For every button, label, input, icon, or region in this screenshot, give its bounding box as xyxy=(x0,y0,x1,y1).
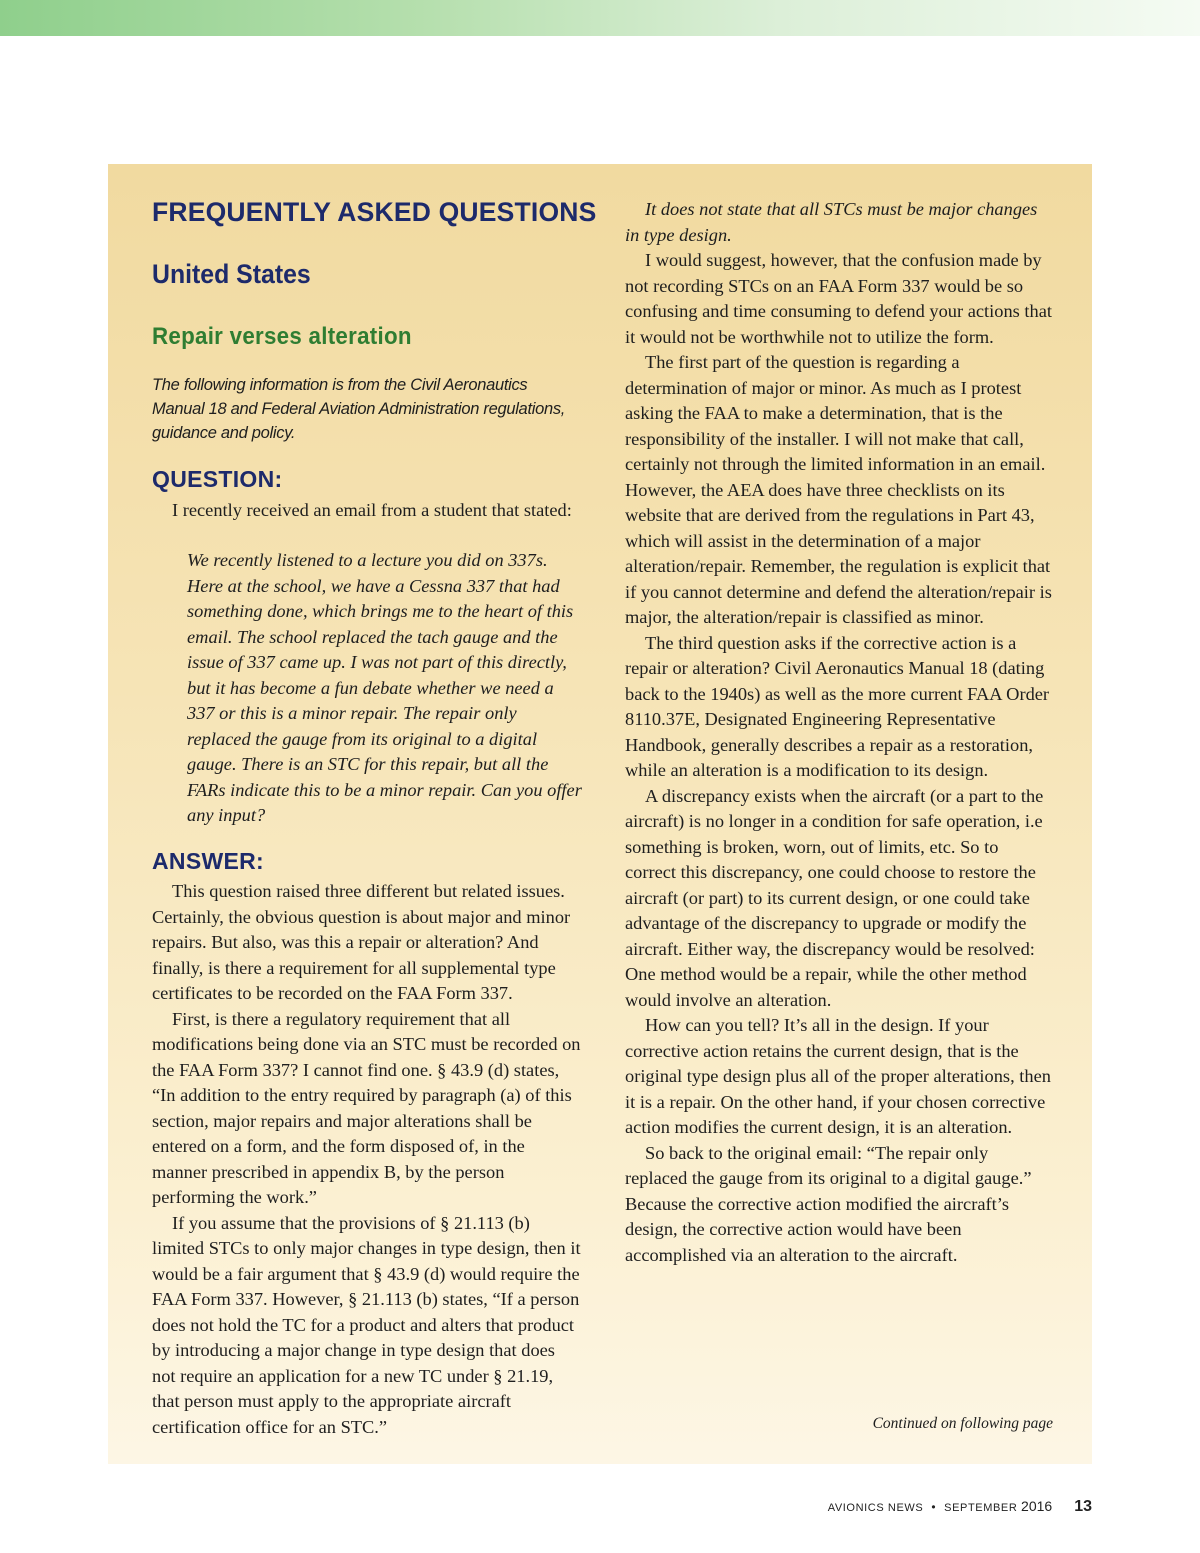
answer-heading: ANSWER: xyxy=(152,848,264,874)
publication-name: AVIONICS NEWS xyxy=(827,1502,924,1514)
answer-paragraph: This question raised three different but related issues. Certainly, the obvious question is about major and minor repairs. But also, was this a repair or alteration? And finally, is there a requirement for all supplemental type certificates to be recorded on the FAA Form 337. xyxy=(152,881,571,1003)
question-quote: We recently listened to a lecture you did on 337s. Here at the school, we have a Cessna 337 that had something done, which brings me to the heart of this email. The school replaced the tach gauge and the issue of 337 came up. I was not part of this directly, but it has become a fun debate whether we need a 337 or this is a minor repair. The repair only replaced the gauge from its original to a digital gauge. There is an STC for this repair, but all the FARs indicate this to be a minor repair. Can you offer any input? xyxy=(187,550,582,825)
answer-paragraph: First, is there a regulatory requirement that all modifications being done via an STC must be recorded on the FAA Form 337? I cannot find one. § 43.9 (d) states, “In addition to the entry required by paragraph (a) of this section, major repairs and major alterations shall be entered on a form, and the form disposed of, in the manner prescribed in appendix B, by the person performing the work.” xyxy=(152,1008,581,1207)
answer-paragraph: I would suggest, however, that the confusion made by not recording STCs on an FAA Form 337 would be so confusing and time consuming to defend your actions that it would not be worthwhile not to utilize the form. xyxy=(625,250,1052,347)
region-title: United States xyxy=(152,259,311,289)
answer-body-right xyxy=(625,197,1053,1268)
issue-month: SEPTEMBER xyxy=(944,1502,1018,1514)
answer-paragraph: The first part of the question is regarding a determination of major or minor. As much as I protest asking the FAA to make a determination, that is the responsibility of the installer. I will not make that call, certainly not through the limited information in an email. However, the AEA does have three checklists on its website that are derived from the regulations in Part 43, which will assist in the determination of a major alteration/repair. Remember, the regulation is explicit that if you cannot determine and defend the alteration/repair is major, the alteration/repair is classified as minor. xyxy=(625,352,1052,627)
answer-paragraph: So back to the original email: “The repair only replaced the gauge from its original to a digital gauge.” Because the corrective action modified the aircraft’s design, the corrective action would have been accomplished via an alteration to the aircraft. xyxy=(625,1142,1032,1265)
faq-panel xyxy=(108,164,1092,1464)
answer-paragraph: The third question asks if the corrective action is a repair or alteration? Civil Aeronautics Manual 18 (dating back to the 1940s) as well as the more current FAA Order 8110.37E, Designated Engineering Representative Handbook, generally describes a repair as a restoration, while an alteration is a modification to its design. xyxy=(625,632,1050,780)
question-body xyxy=(152,498,582,524)
top-gradient-bar xyxy=(0,0,1200,36)
answer-paragraph: If you assume that the provisions of § 21.113 (b) limited STCs to only major changes in type design, then it would be a fair argument that § 43.9 (d) would require the FAA Form 337. However, § 21.113 (b) states, “If a person does not hold the TC for a product and alters that product by introducing a major change in type design that does not require an application for a new TC under § 21.19, that person must apply to the appropriate aircraft certification office for an STC.” xyxy=(152,1212,581,1437)
page-number: 13 xyxy=(1074,1498,1092,1515)
question-lead: I recently received an email from a student that stated: xyxy=(172,500,572,520)
topic-title: Repair verses alteration xyxy=(152,323,412,350)
intro-text: The following information is from the Civil Aeronautics Manual 18 and Federal Aviation Administration regulations, guidance and policy. xyxy=(152,376,566,442)
continued-note: Continued on following page xyxy=(872,1415,1053,1432)
page-footer xyxy=(828,1498,1092,1516)
issue-year: 2016 xyxy=(1021,1498,1053,1514)
answer-paragraph: It does not state that all STCs must be major changes in type design. xyxy=(625,199,1038,245)
bullet-separator: • xyxy=(931,1500,937,1514)
answer-body-left xyxy=(152,879,582,1440)
answer-paragraph: A discrepancy exists when the aircraft (or a part to the aircraft) is no longer in a condition for safe operation, i.e something is broken, worn, out of limits, etc. So to correct this discrepancy, one could choose to restore the aircraft (or part) to its current design, or one could take advantage of the discrepancy to upgrade or modify the aircraft. Either way, the discrepancy would be resolved: One method would be a repair, while the other method would involve an alteration. xyxy=(625,785,1044,1010)
answer-paragraph: How can you tell? It’s all in the design. If your corrective action retains the current design, that is the original type design plus all of the proper alterations, then it is a repair. On the other hand, if your chosen corrective action modifies the current design, it is an alteration. xyxy=(625,1015,1051,1137)
question-heading: QUESTION: xyxy=(152,466,283,492)
faq-title: FREQUENTLY ASKED QUESTIONS xyxy=(152,197,597,227)
